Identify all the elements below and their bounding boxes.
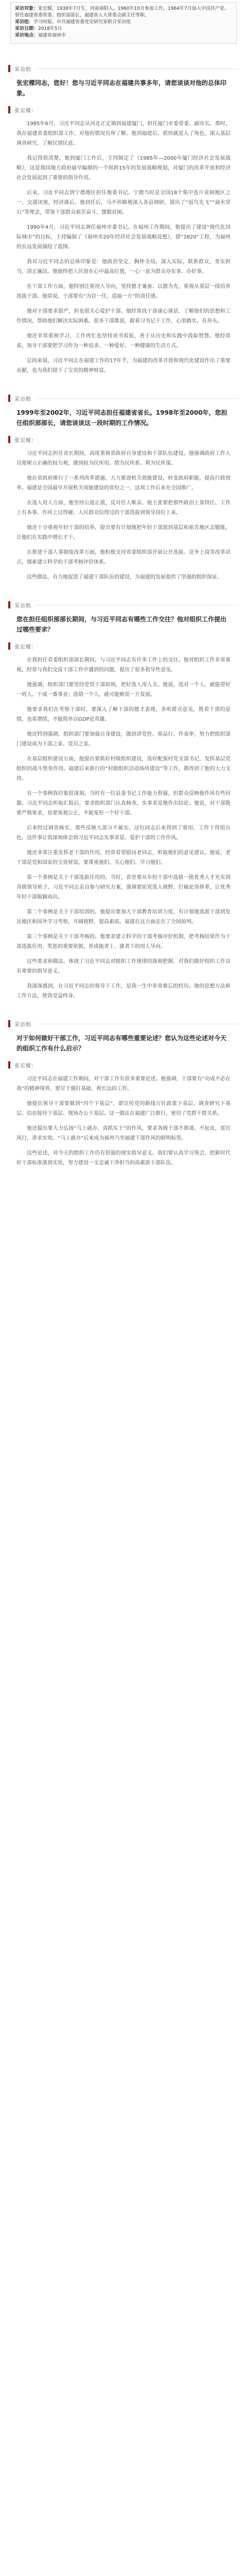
- answer-paragraph: 他强调，组织部门要坚持党管干部原则，把好选人用人关。他说，选对一个人，就能带好一班人、干成一番事业；选错一个人，就可能贻误一方发展。: [16, 682, 231, 698]
- question: 张宏樑同志，您好！您与习近平同志在福建共事多年，请您谈谈对他的总体印象。: [16, 79, 227, 97]
- answer-paragraph: 他对干部要求很严，但也很关心爱护干部。他经常找干部谈心谈话，了解他们的思想和工作情况，帮助他们解决实际困难。很多干部都说，跟着习书记干工作，心里踏实，有奔头。: [16, 309, 231, 324]
- answer-paragraph: 我深深感到，在习近平同志的领导下工作，是我一生中非常难忘的经历。他的思想方法和工作方法，使我受益终身。: [16, 984, 231, 999]
- question: 1999年至2002年，习近平同志担任福建省省长。1998年至2000年，您担任组织部部长，请您谈谈这一段时期的工作情况。: [16, 409, 227, 427]
- answer-paragraph: 他还特别强调，组织部门要加强自身建设，做到讲党性、重品行、作表率，努力把组织部门建设成为干部之家、党员之家。: [16, 732, 231, 747]
- answer-paragraph: 在选人用人方面，他坚持公道正派，反对任人唯亲。他主张要把那些政治上靠得住、工作上有本事、作风上过得硬、人民群众信得过的干部选拔到领导岗位上来。: [16, 500, 231, 516]
- question: 对于如何做好干部工作，习近平同志有哪些重要论述？您认为这些论述对今天的组织工作有什么启示？: [16, 1035, 227, 1052]
- answer-paragraph: 第一个事例是关于干部选拔任用的。当时，省里要从年轻干部中选拔一批优秀人才充实到各级领导班子。习近平同志亲自参与研究方案，强调要拓宽选人视野，打破论资排辈，让优秀年轻干部脱颖而出。: [16, 875, 231, 900]
- answer-bar: [8, 106, 10, 113]
- section-bar: [8, 65, 10, 72]
- profile-text: 学习时报、中共福建省委党史研究室联合采访组: [33, 20, 131, 25]
- section-label: [8, 1020, 239, 1028]
- profile-line: [15, 26, 232, 32]
- profile-key: 采访地点：: [15, 33, 39, 38]
- profile-line: [15, 32, 232, 39]
- answer-paragraph: 后来，习近平同志到宁德地区担任地委书记。宁德当时是全国18个集中连片贫困地区之一，交通闭塞，经济落后。他到任后，马不停蹄地深入各县调研，提出了“弱鸟先飞”“滴水穿石”等理念，带领干部群众艰苦奋斗，摆脱贫困。: [16, 190, 231, 215]
- answer-paragraph: 第二个事例是关于干部培训的。他提出要加大干部教育培训力度，有计划地选派干部到发达地区和国外学习考察，开阔视野，提高素质。福建在这方面走在了全国前列。: [16, 909, 231, 925]
- profile-text: 2018年5月: [38, 26, 62, 31]
- answer-paragraph: 在我担任省委组织部部长期间，与习近平同志有许多工作上的交往。他对组织工作非常重视，经常与我们交流干部工作中遇到的问题，提出了很多指导性意见。: [16, 657, 231, 673]
- answer-paragraph: 他要求我们在考察干部时，要深入了解干部的德才表现，多听群众意见，既看干部的显绩，也看潜绩，不能简单以GDP论英雄。: [16, 707, 231, 722]
- answer-bar: [8, 1061, 10, 1069]
- answer-paragraph: 我记得很清楚，他到厦门工作后，主持制定了《1985年—2000年厦门经济社会发展战略》，这是我国地方政府最早编制的一个纵跨15年的发展战略规划，对厦门的改革开放和经济社会发展起到了重要的指导作用。: [16, 156, 231, 181]
- answer-paragraph: 1990年4月，习近平同志调任福州市委书记。在福州工作期间，他提出了建设“现代化国际城市”的目标，主持编制了《福州市20年经济社会发展战略设想》，即“3820”工程，为福州的长远发展描绘了蓝图。: [16, 225, 231, 250]
- profile-text: 福建省福州市: [38, 33, 66, 38]
- answer-label: [8, 1061, 239, 1069]
- answer-paragraph: 他还非常注重发挥老干部的作用，经常看望慰问老同志，听取他们的意见建议。他说，老干部是党和国家的宝贵财富，要尊重他们、关心他们、学习他们。: [16, 850, 231, 866]
- section-label: [8, 394, 239, 402]
- answer-paragraph: 第三个事例是关于干部考核的。他要求建立科学的干部考核评价机制，把考核结果作为干部选拔任用、奖惩的重要依据，形成能者上、庸者下的用人导向。: [16, 934, 231, 950]
- answer-paragraph: 这些做法，有力地促进了福建干部队伍的建设，为福建的发展提供了坚强的组织保证。: [27, 574, 222, 580]
- answer-paragraph: 在推进干部人事制度改革方面，他积极支持省委组织部开展公开选拔、竞争上岗等改革试点，探索建立科学的干部考核评价体系。: [16, 550, 231, 565]
- answer-paragraph: 在干部工作方面，他特别注重用人导向，坚持德才兼备、以德为先，重视从基层一线培养选拔干部。他常说，干部要有“为官一任，造福一方”的责任感。: [16, 284, 231, 299]
- answerer-tag: 张宏樑：: [14, 1063, 37, 1069]
- section-label: [8, 601, 239, 609]
- section-bar: [8, 395, 10, 402]
- answer-paragraph: 他在省政府推行了一系列改革措施，大力推进机关效能建设，转变政府职能，提高行政效率。福建是全国最早开展机关效能建设的省份之一，这项工作后来在全国推广。: [16, 476, 231, 491]
- section-tag: 采访组: [14, 396, 31, 402]
- answer-label: [8, 642, 239, 650]
- section-rule: [37, 398, 239, 399]
- section-tag: 采访组: [14, 1022, 31, 1028]
- answer-paragraph: 在基层组织建设方面，他提出要抓好村级组织建设，选好配强村党支部书记，发挥基层党组织的战斗堡垒作用。福建后来推行的“村级组织活动场所建设”等工作，都得到了他的大力支持。: [16, 756, 231, 782]
- answer-paragraph: 他还提出要大力弘扬“马上就办、真抓实干”的作风，要求各级干部不推诿、不扯皮，雷厉风行，讲求实效。“马上就办”后来成为福州乃至福建干部作风的鲜明标签。: [16, 1126, 231, 1141]
- answer-bar: [8, 436, 10, 443]
- answer-paragraph: 习近平同志在福建工作期间，对干部工作有很多重要论述。他强调，干部要有“功成不必在我”的精神境界，要甘于做打基础、利长远的工作。: [16, 1076, 231, 1092]
- answer-paragraph: 他提出领导干部要做到“四个下基层”，即宣传党的路线方针政策下基层、调查研究下基层、信访接待下基层、现场办公下基层。这一做法在福建广泛推行，密切了党群干群关系。: [16, 1101, 231, 1116]
- answer-paragraph: 后来经过调查核实，那些反映大部分不属实。这位同志后来得到了重用，工作干得很出色。这件事让我深刻体会到习近平同志实事求是、爱护干部的工作作风。: [16, 825, 231, 841]
- answer-paragraph: 有一个事例我印象很深刻。当时有一位县委书记工作能力很强，但群众反映他作风有些问题。习近平同志听取汇报后，要求组织部门认真核查，实事求是地作出结论。他说，对干部既要严格要求，也要客观公正，不能冤枉一个好干部。: [16, 791, 231, 816]
- answer-label: [8, 435, 239, 444]
- profile-key: 采访日期：: [15, 26, 39, 31]
- answer-bar: [8, 642, 10, 650]
- section-bar: [8, 601, 10, 608]
- section-bar: [8, 1020, 10, 1027]
- answerer-tag: 张宏樑：: [14, 437, 37, 444]
- question: 您在担任组织部部长期间，与习近平同志有哪些工作交往？他对组织工作提出过哪些要求？: [16, 616, 227, 633]
- answer-paragraph: 他还十分重视年轻干部的培养，提出要有计划地把年轻干部放到基层和艰苦地区去锻炼，让他们在实践中增长才干。: [16, 525, 231, 540]
- section-label: [8, 64, 239, 73]
- profile-key: 采访对象：: [15, 6, 39, 11]
- section-tag: 采访组: [14, 603, 31, 609]
- profile-line: [15, 6, 232, 19]
- answer-label: [8, 106, 239, 114]
- answer-paragraph: 总的来说，习近平同志在福建工作的17年半，为福建的改革开放和现代化建设作出了重要贡献，也为我们留下了宝贵的精神财富。: [16, 358, 231, 374]
- profile-key: 采访组：: [15, 20, 34, 25]
- answer-paragraph: 习近平同志担任省长期间，高度重视省政府自身建设和干部队伍建设。他强调政府工作人员要树立正确的权力观，做到权为民所用、情为民所系、利为民所谋。: [16, 451, 231, 466]
- answer-paragraph: 这些论述，对今天的组织工作仍有很强的现实指导意义。我们要认真学习领会，把新时代好干部标准落到实处，努力建设一支忠诚干净担当的高素质干部队伍。: [16, 1150, 231, 1166]
- answerer-tag: 张宏樑：: [14, 644, 37, 650]
- answer-paragraph: 这些要求和做法，体现了习近平同志对组织工作规律的深刻把握，对我们做好组织工作具有重要的指导意义。: [16, 959, 231, 974]
- profile-line: [15, 19, 232, 26]
- answer-paragraph: 1985年6月，习近平同志从河北正定调到福建厦门，担任厦门市委常委、副市长。那时，我在福建省委组织部工作，对他的情况有所了解。他到福建后，很快就进入了角色，深入基层调查研究，了解民情民意。: [16, 121, 231, 146]
- answerer-tag: 张宏樑：: [14, 108, 37, 114]
- section-tag: 采访组: [14, 66, 31, 73]
- answer-paragraph: 他还非常重视学习，工作再忙也坚持读书看报，善于从历史和实践中汲取智慧。他经常说，领导干部要把学习作为一种追求、一种爱好、一种健康的生活方式。: [16, 333, 231, 349]
- profile-box: [10, 2, 237, 44]
- profile-text: 张宏樑，1938年7月生，河南南阳人。1960年10月参加工作，1964年7月加入中国共产党。曾任福建省委常委、组织部部长，福建省人大常委会副主任等职。: [15, 6, 229, 18]
- answer-paragraph: 我对习近平同志的总体印象是：他政治坚定，胸怀全局，深入实际，联系群众，务实担当，清正廉洁。他始终把人民放在心中最高位置，一心一意为群众办实事、办好事。: [16, 259, 231, 275]
